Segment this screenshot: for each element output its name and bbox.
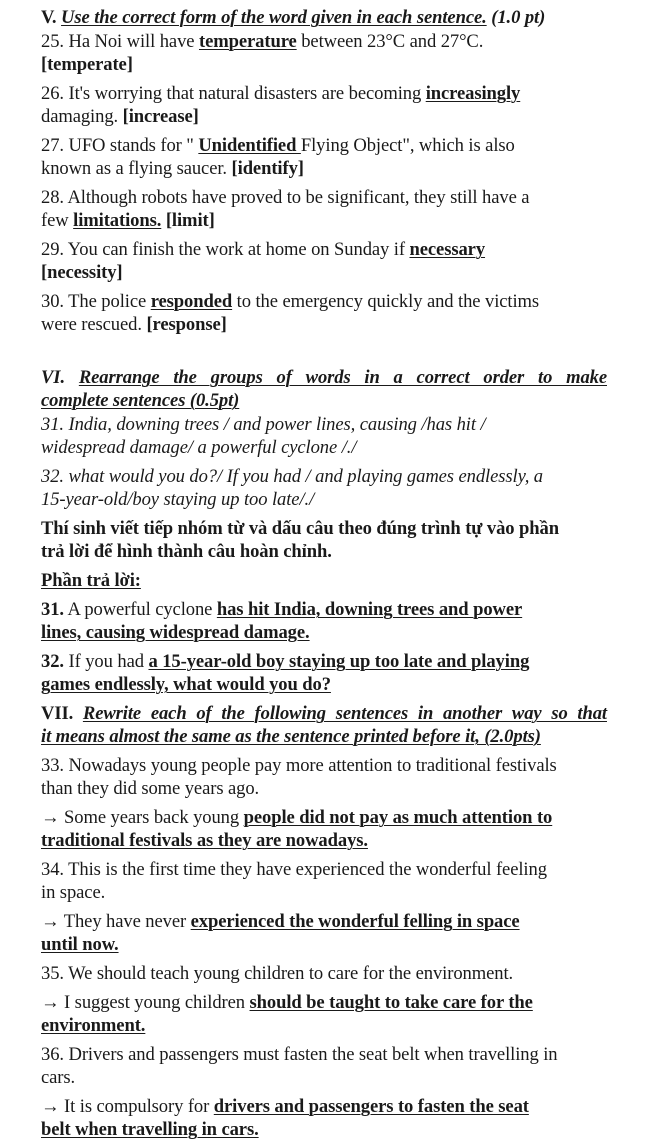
q26-answer: increasingly — [425, 83, 521, 104]
section-v-heading — [41, 6, 545, 29]
q34-line2: in space. — [41, 882, 106, 903]
q29-line1: 29. You can finish the work at home on Sunday if necessary — [41, 239, 486, 260]
section-v-number: V. — [41, 7, 57, 28]
answer-heading: Phần trả lời: — [41, 570, 141, 591]
q25-answer: temperature — [198, 31, 297, 52]
q30-line1: 30. The police responded to the emergency quickly and the victims — [41, 291, 540, 312]
q26-hint: [increase] — [122, 106, 199, 127]
q27-line2: known as a flying saucer. [identify] — [41, 158, 304, 179]
q34-rewrite-line2: until now. — [41, 934, 119, 955]
q36-line2: cars. — [41, 1067, 76, 1088]
q33-rewrite-line1: → Some years back young people did not pay as much attention to — [41, 807, 553, 828]
section-vi-heading-line1 — [41, 366, 607, 389]
q30-line2: were rescued. [response] — [41, 314, 227, 335]
q27-hint: [identify] — [231, 158, 304, 179]
q35-answer: should be taught to take care for the — [249, 992, 533, 1013]
q36-rewrite-line1: → It is compulsory for drivers and passengers to fasten the seat — [41, 1096, 529, 1117]
q28-hint: [limit] — [161, 210, 215, 231]
q25-hint: [temperate] — [41, 54, 133, 75]
q33-answer: people did not pay as much attention to — [243, 807, 553, 828]
q25-line1: 25. Ha Noi will have temperature between 23°C and 27°C. — [41, 31, 484, 52]
q35-rewrite-line2: environment. — [41, 1015, 146, 1036]
q35-rewrite-line1: → I suggest young children should be taught to take care for the — [41, 992, 533, 1013]
section-vi-title: Rearrange the groups of words in a correct order to make — [78, 367, 607, 388]
q33-rewrite-line2: traditional festivals as they are nowadays. — [41, 830, 368, 851]
q33-line1: 33. Nowadays young people pay more attention to traditional festivals — [41, 755, 557, 776]
section-vii-number: VII. — [41, 703, 74, 724]
a32-line1: 32. If you had a 15-year-old boy staying up too late and playing — [41, 651, 530, 672]
q30-answer: responded — [150, 291, 233, 312]
a32-line2: games endlessly, what would you do? — [41, 674, 331, 695]
a31-line2: lines, causing widespread damage. — [41, 622, 310, 643]
section-vi-number: VI. — [41, 367, 65, 388]
q28-line1: 28. Although robots have proved to be significant, they still have a — [41, 187, 530, 208]
q36-answer: drivers and passengers to fasten the seat — [213, 1096, 529, 1117]
q26-line2: damaging. [increase] — [41, 106, 199, 127]
q32-line1: 32. what would you do?/ If you had / and playing games endlessly, a — [41, 466, 544, 487]
q34-rewrite-line1: → They have never experienced the wonderful felling in space — [41, 911, 520, 932]
q27-answer: Unidentified — [198, 135, 301, 156]
a32-answer: a 15-year-old boy staying up too late and playing — [148, 651, 530, 672]
q36-line1: 36. Drivers and passengers must fasten the seat belt when travelling in — [41, 1044, 558, 1065]
section-vi-heading-line2: complete sentences (0.5pt) — [41, 390, 240, 411]
q31-line1: 31. India, downing trees / and power lines, causing /has hit / — [41, 414, 486, 435]
q28-line2: few limitations. [limit] — [41, 210, 215, 231]
q33-line2: than they did some years ago. — [41, 778, 260, 799]
q29-answer: necessary — [409, 239, 486, 260]
section-v-title: Use the correct form of the word given in each sentence. — [61, 7, 487, 28]
q29-hint: [necessity] — [41, 262, 123, 283]
section-vii-heading-line2: it means almost the same as the sentence printed before it, (2.0pts) — [41, 726, 541, 747]
section-vii-heading-line1 — [41, 702, 607, 725]
section-vii-title: Rewrite each of the following sentences in another way so that — [82, 703, 607, 724]
q30-hint: [response] — [146, 314, 227, 335]
q35-line1: 35. We should teach young children to care for the environment. — [41, 963, 514, 984]
q36-rewrite-line2: belt when travelling in cars. — [41, 1119, 259, 1140]
q31-line2: widespread damage/ a powerful cyclone /./ — [41, 437, 357, 458]
a32-number: 32. — [41, 651, 64, 672]
q32-line2: 15-year-old/boy staying up too late/./ — [41, 489, 315, 510]
a31-answer: has hit India, downing trees and power — [216, 599, 523, 620]
q34-answer: experienced the wonderful felling in space — [190, 911, 520, 932]
section-v-points: (1.0 pt) — [491, 7, 546, 28]
q34-line1: 34. This is the first time they have experienced the wonderful feeling — [41, 859, 547, 880]
q28-answer: limitations. — [73, 210, 162, 231]
q27-line1: 27. UFO stands for " Unidentified Flying Object", which is also — [41, 135, 515, 156]
a31-number: 31. — [41, 599, 64, 620]
q26-line1: 26. It's worrying that natural disasters are becoming increasingly — [41, 83, 521, 104]
a31-line1: 31. A powerful cyclone has hit India, downing trees and power — [41, 599, 523, 620]
instruction-line2: trả lời để hình thành câu hoàn chỉnh. — [41, 541, 332, 562]
instruction-line1: Thí sinh viết tiếp nhóm từ và dấu câu theo đúng trình tự vào phần — [41, 518, 559, 539]
